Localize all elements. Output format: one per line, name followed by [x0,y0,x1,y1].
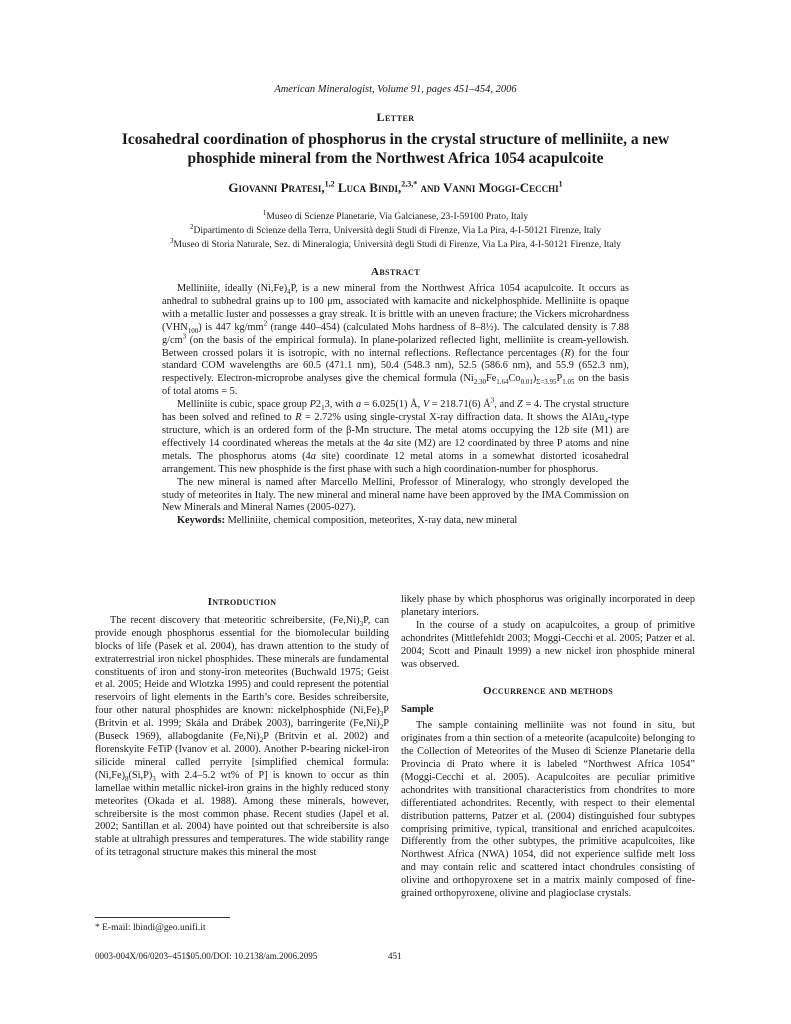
abstract-heading: Abstract [371,266,420,278]
abstract-body [162,283,629,528]
body-paragraph: The recent discovery that meteoritic schreibersite, $(Fe,Ni)_3P$, can provide enough phosphorus essential for the biomolecular building blocks of life (Pasek et al. 2004), has drawn attention to the study of extraterrestrial iron nickel phosphides. These minerals are fundamental constituents of iron and stony-iron meteorites (Buchwald 1975; Geist et al. 2005; Heide and Wlotzka 1995) and could represent the potential reservoirs of light elements in the Earth’s core. Besides schreibersite, four other natural phosphides are known: nickelphosphide $(Ni,Fe)_3P$ (Britvin et al. 1999; Skála and Drábek 2003), barringerite $(Fe,Ni)_2P$ (Buseck 1969), allabogdanite $(Fe,Ni)_2P$ (Britvin et al. 2002) and florenskyite FeTiP (Ivanov et al. 2000). Another P-bearing nickel-iron silicide mineral called perryite [simplified chemical formula: $(Ni,Fe)_8(Si,P)_3$ with 2.4–5.2 wt% of P] is known to occur as thin lamellae within metallic nickel-iron grains in the highly reduced stony meteorites (Okada et al. 1988). Among these minerals, however, schreibersite is the most common phase. Recent studies (Japel et al. 2002; Santillan et al. 2004) have pointed out that schreibersite is also stable at ultrahigh pressures and temperatures. The wide stability range of its tetragonal structure makes this mineral the most [95,614,389,859]
right-column [401,594,695,901]
affiliation: $^1$Museo di Scienze Planetarie, Via Galcianese, 23-I-59100 Prato, Italy [262,208,529,222]
author-and: and [420,180,440,195]
author-moggi-cecchi: Vanni Moggi-Cecchi [442,180,559,195]
footer-doi: 0003-004X/06/0203–451$05.00/DOI: 10.2138/am.2006.2095 [95,951,318,961]
footnote-divider [95,917,230,918]
sample-subheading: Sample [401,704,434,716]
body-paragraph: likely phase by which phosphorus was originally incorporated in deep planetary interiors. [401,594,695,618]
affiliations [0,210,791,252]
author-pratesi-sup: 1,2 [324,179,335,189]
page-number: 451 [388,951,402,961]
occurrence-heading: Occurrence and methods [483,685,613,698]
affiliation: $^2$Dipartimento di Scienze della Terra, Università degli Studi di Firenze, Via La Pira, 4-I-50121 Firenze, Italy [189,222,602,236]
introduction-heading: Introduction [207,596,277,608]
left-column [95,594,389,860]
article-type: Letter [376,110,415,124]
abstract-paragraph: The new mineral is named after Marcello Mellini, Professor of Mineralogy, who strongly developed the study of meteorites in Italy. The new mineral and mineral name have been approved by the IMA Commission on New Minerals and Mineral Names (2005-027). [162,476,629,514]
author-bindi-sup: 2,3,* [401,179,418,189]
author-list [0,180,791,196]
abstract-paragraph: Melliniite, ideally $(Ni,Fe)_4P$, is a new mineral from the Northwest Africa 1054 acapulcoite. It occurs as anhedral to subhedral grains up to 100 μm, associated with kamacite and nickelphosphide. Melliniite is opaque with a metallic luster and possesses a gray streak. It is brittle with an uneven fracture; the Vickers microhardness $(VHN_{100})$ is 447 $kg/mm^2$ (range 440–454) (calculated Mohs hardness of 8–8½). The calculated density is 7.88 $g/cm^3$ (on the basis of the empirical formula). In plane-polarized reflected light, melliniite is cream-yellowish. Between crossed polars it is isotropic, with no internal reflections. Reflectance percentages (R) for the four standard COM wavelengths are 60.5 (471.1 nm), 50.4 (548.3 nm), 52.5 (586.6 nm), and 55.9 (652.3 nm), respectively. Electron-microprobe analyses give the chemical formula $(Ni_{2.30}Fe_{1.64}Co_{0.01})_{\Sigma=3.95}P_{1.05}$ on the basis of total atoms = 5. [162,283,629,398]
author-moggi-cecchi-sup: 1 [558,179,563,189]
body-paragraph: In the course of a study on acapulcoites, a group of primitive achondrites (Mittlefehldt 2003; Moggi-Cecchi et al. 2005; Patzer et al. 2004; Scott and Pinault 1999) a new nickel iron phosphide mineral was observed. [401,619,695,670]
keywords [162,515,629,528]
keywords-list: Melliniite, chemical composition, meteorites, X-ray data, new mineral [227,515,518,527]
author-pratesi: Giovanni Pratesi, [228,180,325,195]
author-bindi: Luca Bindi, [337,180,402,195]
abstract-paragraph: Melliniite is cubic, space group $P2_13$, with a = 6.025(1) Å, V = 218.71(6) $Å^3$, and Z = 4. The crystal structure has been solved and refined to R = 2.72% using single-crystal X-ray diffraction data. It shows the AlAu$_4$-type structure, which is an ordered form of the β-Mn structure. The metal atoms occupying the 12b site (M1) are effectively 14 coordinated whereas the metals at the 4a site (M2) are 12 coordinated by three P atoms and nine metals. The phosphorus atoms (4a site) coordinate 12 metal atoms in a somewhat distorted icosahedral arrangement. This new phosphide is the first phase with such a high coordination-number for phosphorus. [162,396,629,475]
footnote-email: * E-mail: lbindi@geo.unifi.it [95,923,206,933]
journal-citation: American Mineralogist, Volume 91, pages 451–454, 2006 [274,84,517,95]
paper-title: Icosahedral coordination of phosphorus in the crystal structure of melliniite, a new phosphide mineral from the Northwest Africa 1054 acapulcoite [121,131,670,167]
body-paragraph: The sample containing melliniite was not found in situ, but originates from a thin section of a meteorite (acapulcoite) belonging to the Collection of Meteorites of the Museo di Scienze Planetarie della Provincia di Prato where it is labeled “Northwest Africa 1054” (Moggi-Cecchi et al. 2005). Acapulcoites are peculiar primitive achondrites with transitional characteristics from chondrites to more differentiated achondrites. Recently, with respect to their elemental distribution patterns, Patzer et al. (2004) distinguished four subtypes comprising primitive, typical, transitional and enriched acapulcoites. Differently from the other subtypes, the primitive acapulcoites, like Northwest Africa (NWA) 1054, did not experience sulfide melt loss and may contain relic and scattered intact chondrules consisting of olivine and orthopyroxene set in a matrix mainly composed of fine-grained orthopyroxene, olivine and plagioclase crystals. [401,720,695,900]
keywords-label: Keywords: [177,515,226,527]
affiliation: $^3$Museo di Storia Naturale, Sez. di Mineralogia, Università degli Studi di Firenze, Via La Pira, 4-I-50121 Firenze, Italy [170,236,621,250]
